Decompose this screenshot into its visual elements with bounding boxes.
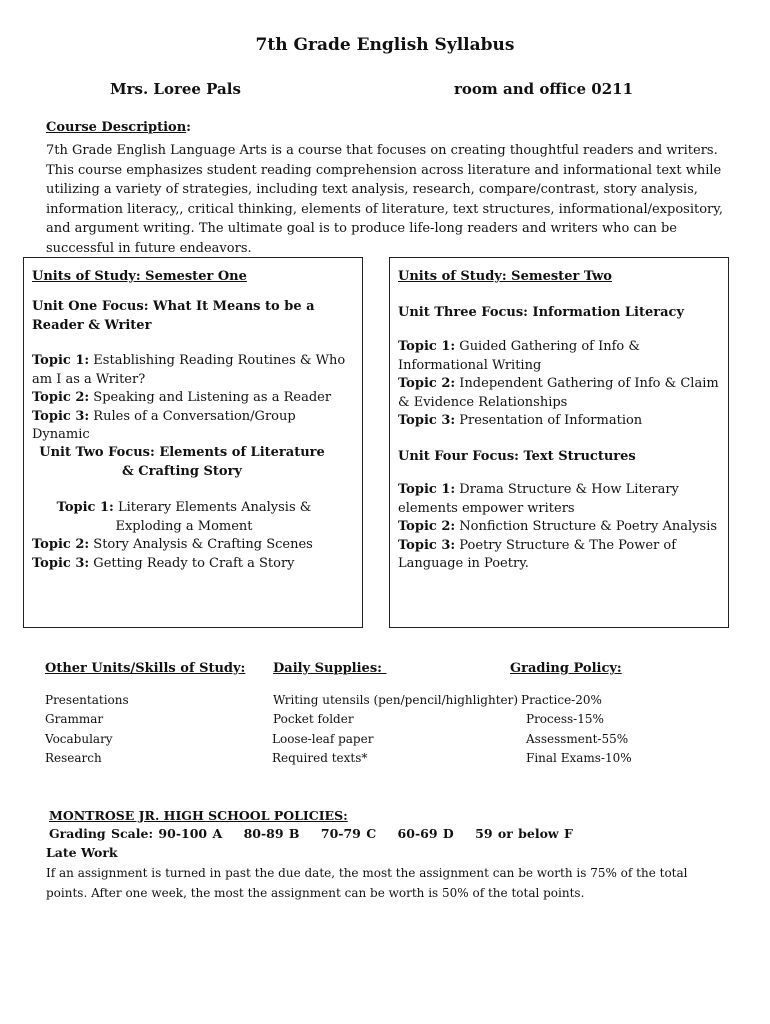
topic-label: Topic 3:: [32, 555, 90, 571]
supply-item: Loose-leaf paper: [272, 732, 374, 746]
grading-item: Final Exams-10%: [526, 751, 632, 765]
topic-text: Presentation of Information: [455, 413, 643, 428]
topic-text: Drama Structure & How Literary elements empower writers: [398, 482, 679, 516]
unit-three-topics: [398, 338, 723, 431]
unit-two-topic-1: [44, 499, 324, 536]
topic-label: Topic 2:: [398, 376, 456, 391]
other-unit-item: Research: [45, 751, 102, 765]
topic-label: Topic 2:: [32, 537, 90, 552]
topic-text: Nonfiction Structure & Poetry Analysis: [455, 519, 718, 534]
unit-three-topic-1: [398, 338, 723, 375]
topic-text: Literary Elements Analysis & Exploding a Moment: [113, 500, 312, 534]
course-description-colon: :: [186, 120, 191, 135]
grading-policy-heading: Grading Policy:: [510, 661, 622, 676]
topic-text: Speaking and Listening as a Reader: [89, 390, 332, 405]
course-description-text: 7th Grade English Language Arts is a course that focuses on creating thoughtful readers and writers. This course emphasizes student reading comprehension across literature and informational text while utilizing a variety of strategies, including text analysis, research, compare/contrast, story analysis, information literacy,, critical thinking, elements of literature, text structures, informational/expository, and argument writing. The ultimate goal is to produce life-long readers and writers who can be successful in future endeavors.: [46, 143, 724, 256]
unit-one-topics: [32, 352, 357, 445]
topic-label: Topic 2:: [32, 390, 90, 405]
grading-item: Assessment-55%: [526, 732, 629, 746]
school-policies-heading: MONTROSE JR. HIGH SCHOOL POLICIES:: [49, 808, 348, 823]
topic-label: Topic 3:: [398, 413, 456, 428]
late-work-heading: Late Work: [46, 845, 118, 860]
topic-text: Poetry Structure & The Power of Language in Poetry.: [398, 537, 677, 571]
grading-item: Process-15%: [526, 712, 604, 726]
topic-label: Topic 1:: [398, 339, 456, 354]
topic-text: Independent Gathering of Info & Claim & Evidence Relationships: [398, 376, 719, 410]
other-unit-item: Presentations: [45, 693, 129, 707]
unit-one-topic-3: [32, 408, 357, 445]
topic-text: Guided Gathering of Info & Informational Writing: [398, 339, 640, 373]
topic-text: Establishing Reading Routines & Who am I as a Writer?: [32, 353, 346, 387]
unit-four-topic-2: [398, 518, 723, 537]
unit-three-topic-2: [398, 375, 723, 412]
unit-four-topic-3: [398, 537, 723, 574]
supply-item: Required texts*: [272, 751, 368, 765]
topic-label: Topic 1:: [32, 353, 90, 368]
semester-two-box: [389, 257, 729, 628]
unit-one-focus: Unit One Focus: What It Means to be a Reader & Writer: [32, 299, 315, 333]
unit-two-focus: Unit Two Focus: Elements of Literature & Crafting Story: [39, 445, 325, 479]
room-info: room and office 0211: [454, 80, 634, 98]
course-description-heading-text: Course Description: [46, 120, 187, 135]
unit-four-focus: Unit Four Focus: Text Structures: [398, 449, 636, 464]
unit-three-topic-3: [398, 412, 723, 431]
supply-item: Pocket folder: [273, 712, 354, 726]
topic-text: Rules of a Conversation/Group Dynamic: [32, 408, 296, 442]
supply-item: Writing utensils (pen/pencil/highlighter): [273, 693, 519, 707]
unit-one-topic-2: [32, 389, 357, 408]
topic-label: Topic 1:: [56, 500, 114, 515]
semester-one-heading: Units of Study: Semester One: [32, 269, 247, 284]
teacher-name: Mrs. Loree Pals: [110, 80, 241, 98]
topic-text: Getting Ready to Craft a Story: [89, 555, 295, 571]
topic-text: Story Analysis & Crafting Scenes: [89, 537, 313, 552]
topic-label: Topic 2:: [398, 519, 456, 534]
other-unit-item: Grammar: [45, 712, 104, 726]
other-units-heading: Other Units/Skills of Study:: [45, 661, 246, 676]
grading-item: Practice-20%: [521, 693, 602, 707]
unit-four-topics: [398, 481, 723, 574]
unit-two-topic-2: [32, 536, 357, 555]
grading-scale: Grading Scale: 90-100 A 80-89 B 70-79 C 60-69 D 59 or below F: [49, 826, 573, 841]
page-title: 7th Grade English Syllabus: [255, 35, 515, 55]
daily-supplies-heading: Daily Supplies:: [273, 661, 387, 676]
semester-one-box: [23, 257, 363, 628]
unit-three-focus: Unit Three Focus: Information Literacy: [398, 305, 685, 320]
unit-two-topics-rest: [32, 536, 357, 573]
semester-two-heading: Units of Study: Semester Two: [398, 269, 612, 284]
course-description-heading: [46, 120, 191, 135]
topic-label: Topic 3:: [398, 537, 456, 553]
unit-four-topic-1: [398, 481, 723, 518]
late-work-text: If an assignment is turned in past the due date, the most the assignment can be worth is 75% of the total points. After one week, the most the assignment can be worth is 50% of the total points.: [46, 866, 688, 900]
unit-two-topic-3: [32, 555, 357, 574]
unit-one-topic-1: [32, 352, 357, 389]
other-unit-item: Vocabulary: [45, 732, 113, 746]
topic-label: Topic 1:: [398, 482, 456, 497]
topic-label: Topic 3:: [32, 408, 90, 424]
